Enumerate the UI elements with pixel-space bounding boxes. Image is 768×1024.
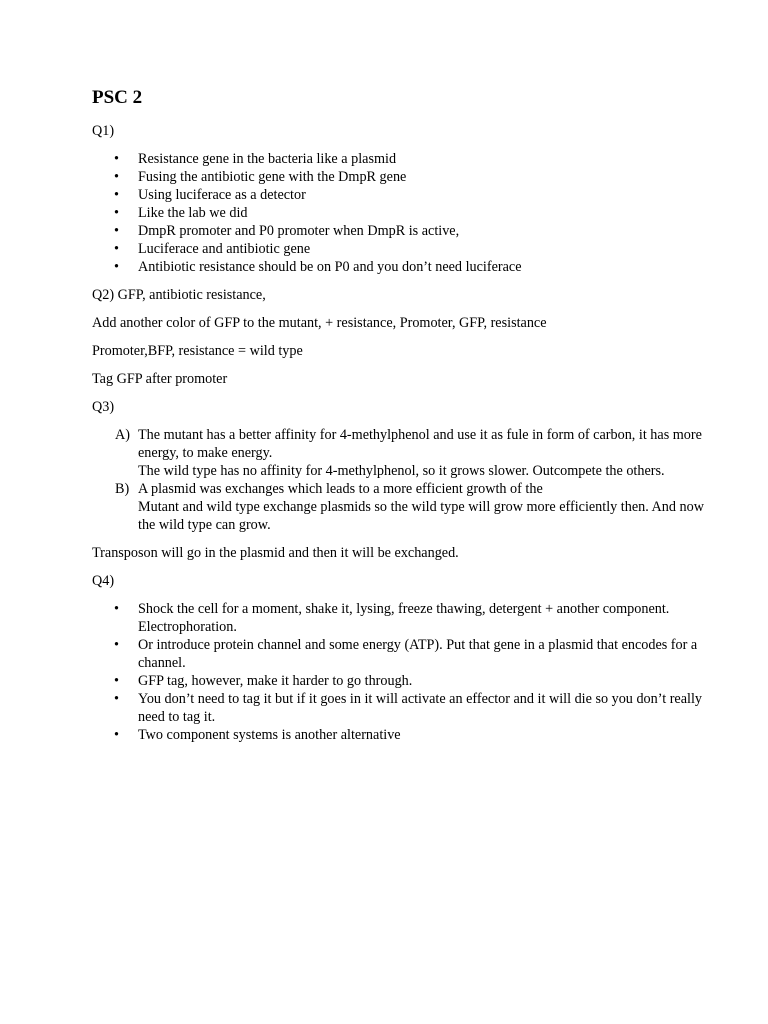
list-item-text: Resistance gene in the bacteria like a plasmid	[138, 151, 397, 167]
list-item	[92, 186, 708, 204]
list-item	[92, 150, 708, 168]
bullet-icon: •	[114, 727, 119, 743]
bullet-icon: •	[114, 637, 119, 653]
bullet-icon: •	[114, 241, 119, 257]
paragraph: Tag GFP after promoter	[92, 371, 228, 387]
list-item-text: Like the lab we did	[138, 205, 248, 221]
list-item-text: A plasmid was exchanges which leads to a more efficient growth of the	[138, 481, 543, 497]
bullet-icon: •	[114, 187, 119, 203]
paragraph: Add another color of GFP to the mutant, + resistance, Promoter, GFP, resistance	[92, 315, 547, 331]
q1-list	[92, 150, 708, 276]
paragraph: Promoter,BFP, resistance = wild type	[92, 343, 303, 359]
list-item-text: Or introduce protein channel and some energy (ATP). Put that gene in a plasmid that encodes for a channel.	[138, 637, 698, 671]
list-item-text: Using luciferace as a detector	[138, 187, 306, 203]
list-item-text: DmpR promoter and P0 promoter when DmpR is active,	[138, 223, 460, 239]
q3-label: Q3)	[92, 399, 115, 415]
q4-label: Q4)	[92, 573, 115, 589]
list-item-text: Fusing the antibiotic gene with the DmpR gene	[138, 169, 407, 185]
q4-list	[92, 600, 708, 744]
bullet-icon: •	[114, 169, 119, 185]
bullet-icon: •	[114, 673, 119, 689]
list-item-text: You don’t need to tag it but if it goes in it will activate an effector and it will die so you don’t really need to tag it.	[138, 691, 702, 725]
list-item-text: Shock the cell for a moment, shake it, lysing, freeze thawing, detergent + another component. Electrophoration.	[138, 601, 670, 635]
list-item-text: The wild type has no affinity for 4-methylphenol, so it grows slower. Outcompete the others.	[138, 463, 665, 479]
list-item	[92, 258, 708, 276]
list-item	[92, 672, 708, 690]
list-item	[92, 480, 708, 534]
bullet-icon: •	[114, 259, 119, 275]
list-marker: A)	[115, 427, 130, 443]
list-item	[92, 690, 708, 726]
list-item-text: Mutant and wild type exchange plasmids so the wild type will grow more efficiently then. And now the wild type can grow.	[138, 499, 704, 533]
bullet-icon: •	[114, 601, 119, 617]
list-item-text: GFP tag, however, make it harder to go through.	[138, 673, 413, 689]
list-item	[92, 726, 708, 744]
bullet-icon: •	[114, 223, 119, 239]
paragraph: Transposon will go in the plasmid and then it will be exchanged.	[92, 545, 459, 561]
list-item	[92, 600, 708, 636]
list-item	[92, 426, 708, 480]
list-item	[92, 204, 708, 222]
list-item-text: Antibiotic resistance should be on P0 and you don’t need luciferace	[138, 259, 522, 275]
list-item-text: Two component systems is another alternative	[138, 727, 401, 743]
q3-list	[92, 426, 708, 534]
list-item-text: The mutant has a better affinity for 4-methylphenol and use it as fule in form of carbon, it has more energy, to make energy.	[138, 427, 702, 461]
list-item	[92, 240, 708, 258]
list-item	[92, 168, 708, 186]
document-title: PSC 2	[92, 87, 143, 108]
list-item-text: Luciferace and antibiotic gene	[138, 241, 311, 257]
q1-label: Q1)	[92, 123, 115, 139]
list-item	[92, 222, 708, 240]
bullet-icon: •	[114, 691, 119, 707]
q2-paragraph: Q2) GFP, antibiotic resistance,	[92, 287, 266, 303]
list-marker: B)	[115, 481, 130, 497]
list-item	[92, 636, 708, 672]
bullet-icon: •	[114, 151, 119, 167]
bullet-icon: •	[114, 205, 119, 221]
